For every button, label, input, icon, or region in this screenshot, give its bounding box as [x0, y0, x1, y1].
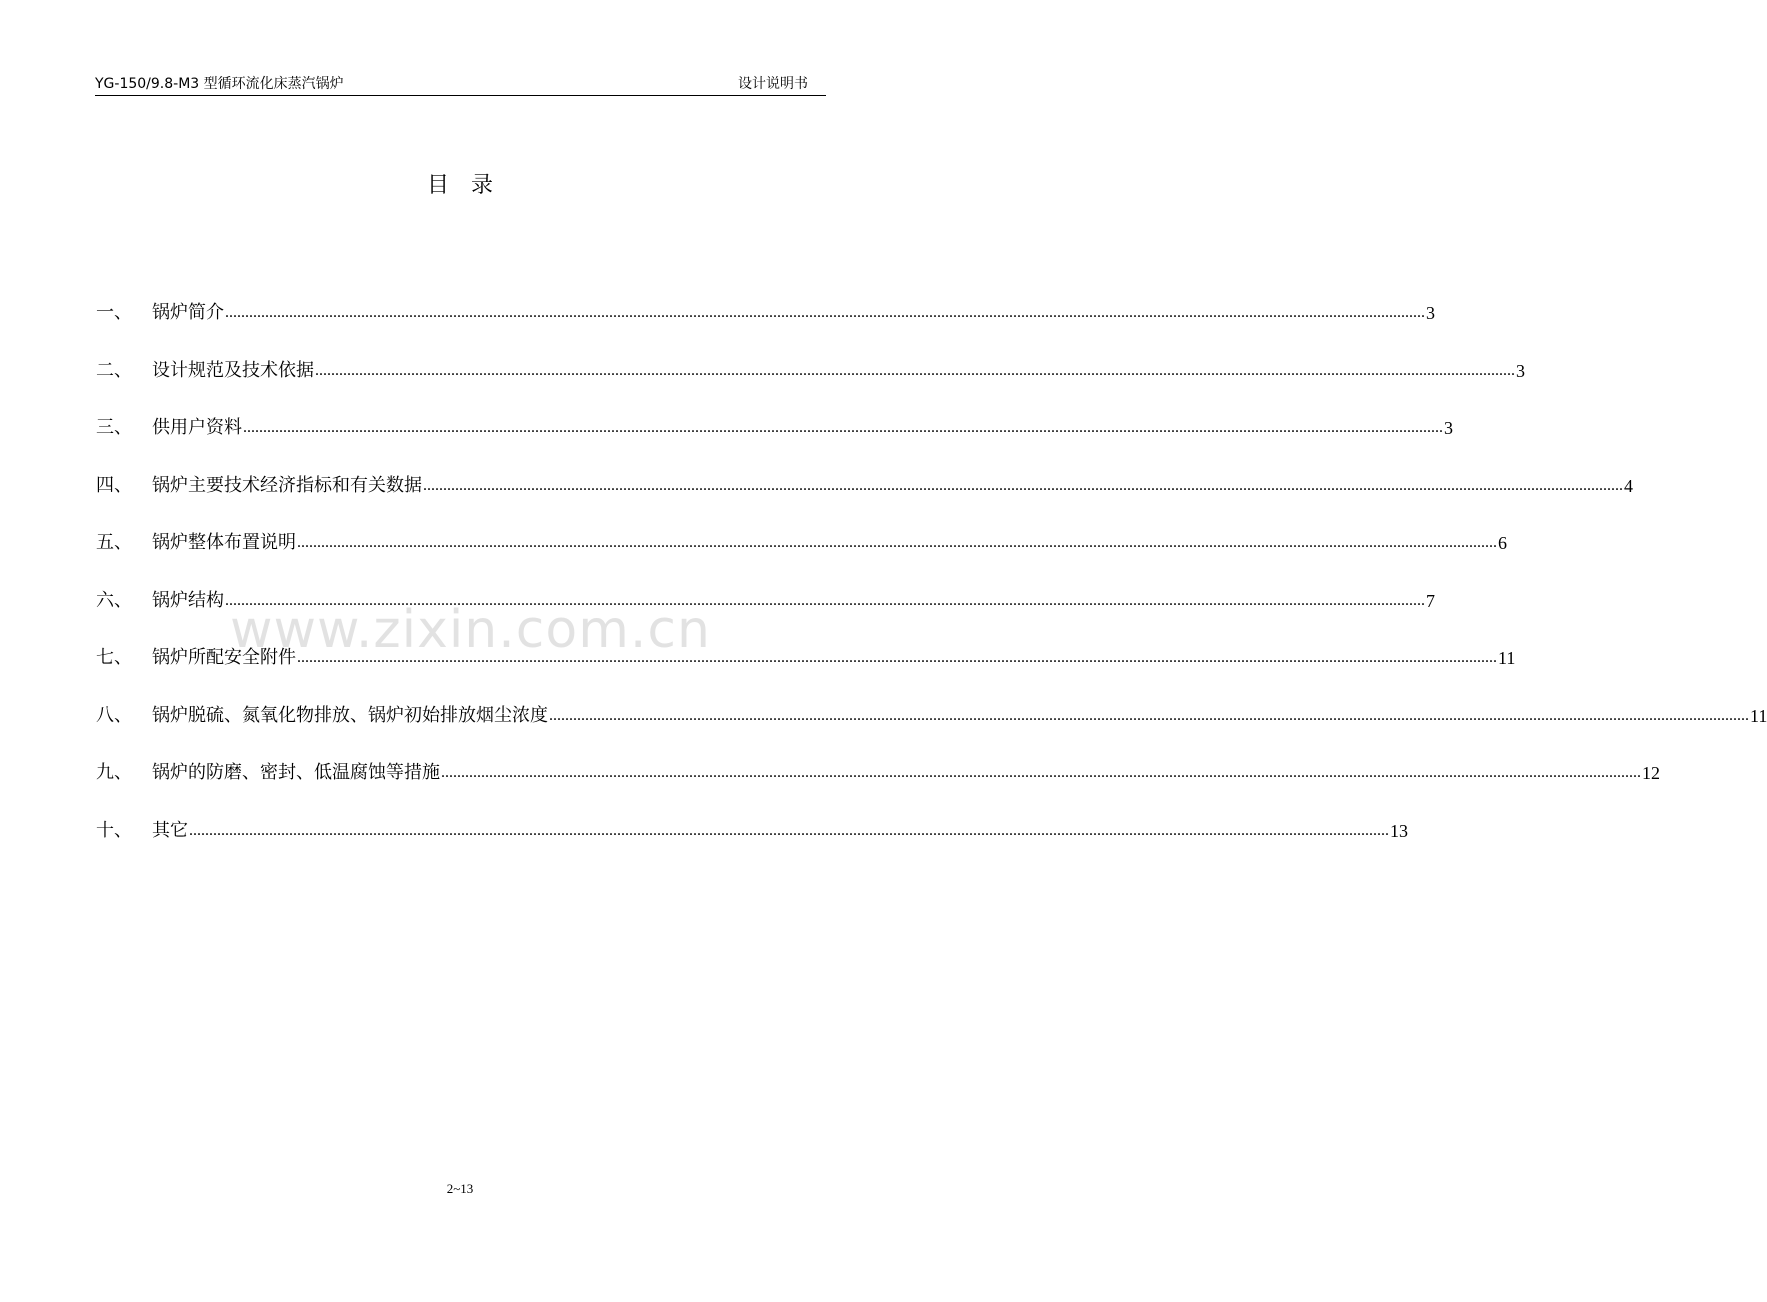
toc-entry-number: 六、 — [96, 589, 132, 611]
toc-entry-number: 八、 — [96, 704, 132, 726]
toc-entry-number: 十、 — [96, 819, 132, 841]
toc-entry-number: 七、 — [96, 647, 132, 668]
watermark: www.zixin.com.cn — [230, 600, 711, 660]
toc-leader-dots: ............................................................................................................................................................................................................................................................................................................ — [297, 534, 1497, 551]
toc-entry[interactable] — [96, 817, 1408, 875]
toc-entry-page: 6 — [1498, 533, 1507, 553]
toc-leader-dots: ............................................................................................................................................................................................................................................................................................................ — [243, 419, 1443, 436]
toc-entry-number: 三、 — [96, 417, 132, 438]
toc-entry-label: 锅炉整体布置说明 — [152, 532, 296, 553]
toc-leader-dots: ............................................................................................................................................................................................................................................................................................................ — [225, 591, 1425, 609]
toc-entry-label: 锅炉脱硫、氮氧化物排放、锅炉初始排放烟尘浓度 — [152, 704, 548, 726]
toc-entry-label: 锅炉所配安全附件 — [152, 647, 296, 668]
toc-entry-label: 其它 — [152, 819, 188, 841]
toc-entry[interactable] — [96, 299, 1435, 357]
toc-leader-dots: ............................................................................................................................................................................................................................................................................................................ — [189, 821, 1389, 839]
toc-entry[interactable] — [96, 759, 1660, 817]
toc-entry[interactable] — [96, 357, 1525, 415]
toc-entry-page: 7 — [1426, 590, 1435, 611]
toc-entry-number: 四、 — [96, 474, 132, 496]
toc-leader-dots: ............................................................................................................................................................................................................................................................................................................ — [315, 361, 1515, 379]
page-number: 2~13 — [446, 1181, 474, 1196]
toc-entry-label: 锅炉简介 — [152, 302, 224, 323]
toc-entry[interactable] — [96, 472, 1633, 530]
toc-leader-dots: ............................................................................................................................................................................................................................................................................................................ — [225, 304, 1425, 321]
toc-entry[interactable] — [96, 414, 1453, 472]
toc-entry-page: 3 — [1516, 360, 1525, 381]
toc-entry-page: 12 — [1642, 763, 1660, 783]
toc-heading: 目录 — [426, 173, 515, 198]
toc-entry-number: 一、 — [96, 302, 132, 323]
toc-entry-page: 11 — [1750, 705, 1767, 726]
toc-entry-number: 九、 — [96, 762, 132, 783]
toc-entry[interactable] — [96, 702, 1767, 760]
document-type: 设计说明书 — [738, 76, 808, 92]
document-title: YG-150/9.8-M3 型循环流化床蒸汽锅炉 — [95, 76, 344, 92]
toc-entry-label: 供用户资料 — [152, 417, 242, 438]
toc-entry-label: 锅炉的防磨、密封、低温腐蚀等措施 — [152, 762, 440, 783]
page-header — [95, 73, 826, 96]
table-of-contents — [96, 299, 1767, 874]
toc-entry-page: 11 — [1498, 648, 1516, 668]
toc-entry-number: 二、 — [96, 359, 132, 381]
toc-entry-label: 锅炉结构 — [152, 589, 224, 611]
toc-entry-number: 五、 — [96, 532, 132, 553]
toc-entry-label: 锅炉主要技术经济指标和有关数据 — [152, 474, 422, 496]
toc-leader-dots: ............................................................................................................................................................................................................................................................................................................ — [423, 476, 1623, 494]
toc-leader-dots: ............................................................................................................................................................................................................................................................................................................ — [549, 706, 1749, 724]
toc-entry-label: 设计规范及技术依据 — [152, 359, 314, 381]
toc-entry[interactable] — [96, 529, 1507, 587]
toc-entry-page: 3 — [1444, 418, 1453, 438]
toc-entry-page: 3 — [1426, 303, 1435, 323]
toc-entry-page: 13 — [1390, 820, 1408, 841]
toc-entry-page: 4 — [1624, 475, 1633, 496]
toc-leader-dots: ............................................................................................................................................................................................................................................................................................................ — [297, 649, 1497, 666]
toc-leader-dots: ............................................................................................................................................................................................................................................................................................................ — [441, 764, 1641, 781]
